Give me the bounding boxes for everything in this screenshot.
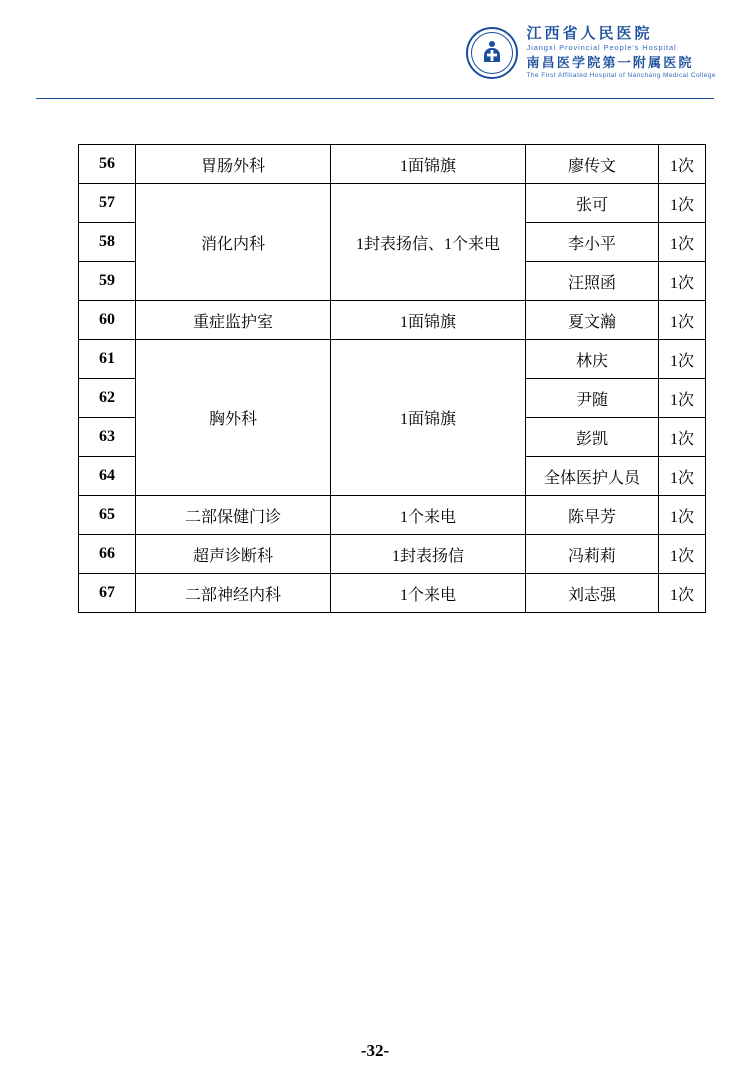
row-name: 刘志强 bbox=[526, 574, 659, 613]
row-item: 1面锦旗 bbox=[331, 145, 526, 184]
row-count: 1次 bbox=[659, 418, 706, 457]
row-name: 陈早芳 bbox=[526, 496, 659, 535]
logo-text-block bbox=[526, 26, 716, 79]
table-row bbox=[79, 340, 706, 379]
table-row bbox=[79, 184, 706, 223]
table-row bbox=[79, 574, 706, 613]
row-department: 胃肠外科 bbox=[136, 145, 331, 184]
row-count: 1次 bbox=[659, 574, 706, 613]
row-count: 1次 bbox=[659, 184, 706, 223]
row-department: 二部保健门诊 bbox=[136, 496, 331, 535]
records-table-container bbox=[78, 144, 694, 613]
row-index: 63 bbox=[79, 418, 136, 457]
row-index: 67 bbox=[79, 574, 136, 613]
row-count: 1次 bbox=[659, 262, 706, 301]
row-department: 二部神经内科 bbox=[136, 574, 331, 613]
affiliate-name-cn: 南昌医学院第一附属医院 bbox=[526, 54, 694, 70]
row-department: 重症监护室 bbox=[136, 301, 331, 340]
row-item: 1面锦旗 bbox=[331, 301, 526, 340]
row-item: 1个来电 bbox=[331, 496, 526, 535]
org-name-en: Jiangxi Provincial People's Hospital bbox=[526, 43, 677, 53]
row-name: 夏文瀚 bbox=[526, 301, 659, 340]
row-index: 66 bbox=[79, 535, 136, 574]
row-department: 超声诊断科 bbox=[136, 535, 331, 574]
row-item: 1封表扬信 bbox=[331, 535, 526, 574]
affiliate-name-en: The First Affiliated Hospital of Nanchang Medical College bbox=[526, 71, 716, 79]
row-count: 1次 bbox=[659, 223, 706, 262]
row-department: 胸外科 bbox=[136, 340, 331, 496]
row-count: 1次 bbox=[659, 496, 706, 535]
row-name: 张可 bbox=[526, 184, 659, 223]
row-item: 1面锦旗 bbox=[331, 340, 526, 496]
row-name: 李小平 bbox=[526, 223, 659, 262]
row-name: 汪照函 bbox=[526, 262, 659, 301]
table-row bbox=[79, 145, 706, 184]
page-number: -32- bbox=[360, 1041, 390, 1060]
row-name: 彭凯 bbox=[526, 418, 659, 457]
row-index: 58 bbox=[79, 223, 136, 262]
row-count: 1次 bbox=[659, 145, 706, 184]
row-name: 廖传文 bbox=[526, 145, 659, 184]
table-row bbox=[79, 496, 706, 535]
row-count: 1次 bbox=[659, 457, 706, 496]
table-row bbox=[79, 535, 706, 574]
row-name: 林庆 bbox=[526, 340, 659, 379]
row-item: 1个来电 bbox=[331, 574, 526, 613]
row-count: 1次 bbox=[659, 340, 706, 379]
row-index: 62 bbox=[79, 379, 136, 418]
hospital-logo-header bbox=[466, 26, 716, 79]
row-index: 65 bbox=[79, 496, 136, 535]
row-name: 冯莉莉 bbox=[526, 535, 659, 574]
row-department: 消化内科 bbox=[136, 184, 331, 301]
row-name: 尹随 bbox=[526, 379, 659, 418]
row-index: 60 bbox=[79, 301, 136, 340]
row-name: 全体医护人员 bbox=[526, 457, 659, 496]
row-index: 56 bbox=[79, 145, 136, 184]
org-name-cn: 江西省人民医院 bbox=[526, 26, 653, 42]
records-table bbox=[78, 144, 706, 613]
row-count: 1次 bbox=[659, 379, 706, 418]
header-divider bbox=[36, 98, 714, 99]
hospital-emblem-icon bbox=[466, 27, 518, 79]
row-index: 59 bbox=[79, 262, 136, 301]
row-index: 61 bbox=[79, 340, 136, 379]
row-count: 1次 bbox=[659, 535, 706, 574]
row-item: 1封表扬信、1个来电 bbox=[331, 184, 526, 301]
row-index: 57 bbox=[79, 184, 136, 223]
logo-emblem-figure-icon bbox=[478, 39, 506, 67]
records-table-body bbox=[79, 145, 706, 613]
row-index: 64 bbox=[79, 457, 136, 496]
table-row bbox=[79, 301, 706, 340]
row-count: 1次 bbox=[659, 301, 706, 340]
